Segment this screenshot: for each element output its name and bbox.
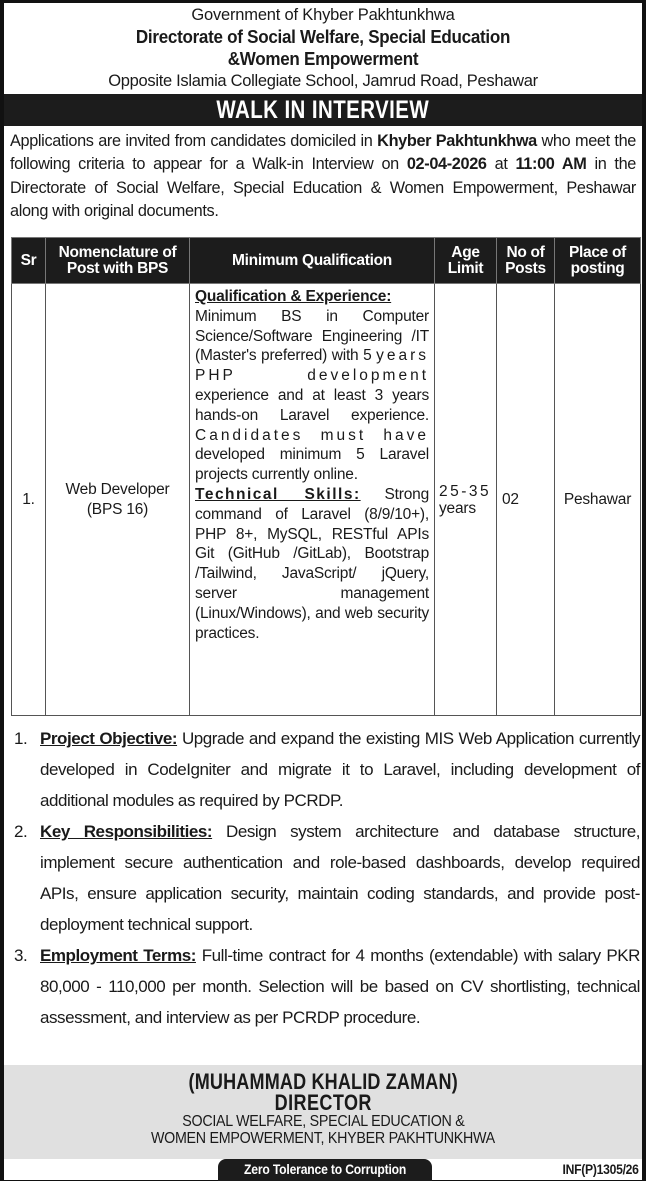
interview-date: 02-04-2026: [406, 155, 487, 174]
skills-heading: Technical Skills:: [195, 485, 361, 503]
cell-place: Peshawar: [555, 284, 641, 716]
terms-list: [8, 723, 640, 1033]
intro-text: at: [486, 155, 516, 174]
list-item: [8, 940, 640, 1033]
col-header-qualification: Minimum Qualification: [190, 238, 435, 284]
col-header-post: Nomenclature of Post with BPS: [46, 238, 190, 284]
cell-sr: 1.: [12, 284, 46, 716]
intro-text: who meet the following criteria to appear for a Walk-in Interview on: [10, 132, 636, 174]
col-header-sr: Sr: [12, 238, 46, 284]
title-banner: [4, 94, 642, 126]
signatory-designation: DIRECTOR: [274, 1090, 372, 1115]
cell-post: [46, 284, 190, 716]
qualification-text: developed minimum 5 Laravel projects currently online.: [195, 446, 429, 484]
item-text: Full-time contract for 4 months (extendable) with salary PKR 80,000 - 110,000 per month. Selection will be based on CV shortlisting, technical assessment, and interview as per PCRDP procedure.: [40, 946, 641, 1027]
item-title: Employment Terms:: [40, 946, 196, 965]
cell-age: [435, 284, 497, 716]
table-header-row: [12, 238, 641, 284]
directorate-name-line1: Directorate of Social Welfare, Special Education: [135, 26, 511, 47]
cell-qualification: [190, 284, 435, 716]
interview-time: 11:00 AM: [515, 155, 587, 174]
banner-title: WALK IN INTERVIEW: [216, 96, 430, 124]
slogan-badge: [218, 1159, 432, 1181]
footer: [4, 1159, 642, 1180]
list-item: [8, 723, 640, 816]
signatory-name: (MUHAMMAD KHALID ZAMAN): [188, 1069, 458, 1094]
slogan-text: Zero Tolerance to Corruption: [243, 1162, 407, 1177]
col-header-age: Age Limit: [435, 238, 497, 284]
cell-posts: 02: [497, 284, 555, 716]
skills-text: Strong command of Laravel (8/9/10+), PHP 8+, MySQL, RESTful APIs Git (GitHub /GitLab), Bootstrap /Tailwind, JavaScript/ jQuery, server management (Linux/Windows), and web security practices.: [195, 485, 429, 642]
post-bps: (BPS 16): [86, 500, 149, 518]
signatory-org-line2: WOMEN EMPOWERMENT, KHYBER PAKHTUNKHWA: [151, 1130, 495, 1147]
age-range: 25-35: [439, 482, 492, 500]
qualification-text: experience and at least 3 years hands-on Laravel experience.: [195, 386, 429, 424]
item-number: 3.: [14, 946, 28, 965]
intro-province: Khyber Pakhtunkhwa: [377, 132, 537, 150]
item-number: 2.: [14, 822, 28, 841]
government-name: Government of Khyber Pakhtunkhwa: [191, 6, 455, 24]
qualification-text: Minimum BS in Computer Science/Software Engineering /IT (Master's preferred) with 5: [195, 307, 429, 365]
list-item: [8, 816, 640, 940]
header: [4, 4, 642, 92]
qualification-text: years PHP development: [195, 347, 429, 385]
table-row: [12, 284, 641, 716]
item-title: Project Objective:: [40, 729, 178, 748]
reference-number: INF(P)1305/26: [562, 1162, 639, 1177]
signature-block: [4, 1065, 642, 1159]
item-number: 1.: [14, 729, 28, 748]
intro-text: in the Directorate of Social Welfare, Special Education & Women Empowerment, Peshawar along with original documents.: [10, 155, 637, 220]
item-title: Key Responsibilities:: [40, 822, 213, 841]
qualification-text: Candidates must have: [195, 426, 429, 444]
positions-table: [11, 237, 641, 716]
item-text: Upgrade and expand the existing MIS Web Application currently developed in CodeIgniter and migrate it to Laravel, including development of additional modules as required by PCRDP.: [40, 729, 641, 810]
intro-paragraph: [4, 126, 642, 223]
qualification-heading: Qualification & Experience:: [195, 288, 392, 305]
col-header-place: Place of posting: [555, 238, 641, 284]
directorate-name-line2: &Women Empowerment: [227, 48, 419, 69]
intro-text: Applications are invited from candidates domiciled in: [10, 132, 378, 150]
item-text: Design system architecture and database structure, implement secure authentication and role-based dashboards, develop required APIs, ensure application security, maintain coding standards, and provide post-deployment technical support.: [40, 822, 640, 934]
col-header-posts: No of Posts: [497, 238, 555, 284]
signatory-org-line1: SOCIAL WELFARE, SPECIAL EDUCATION &: [181, 1113, 465, 1130]
post-title: Web Developer: [65, 480, 170, 498]
age-unit: years: [439, 499, 476, 517]
address: Opposite Islamia Collegiate School, Jamrud Road, Peshawar: [108, 72, 538, 90]
